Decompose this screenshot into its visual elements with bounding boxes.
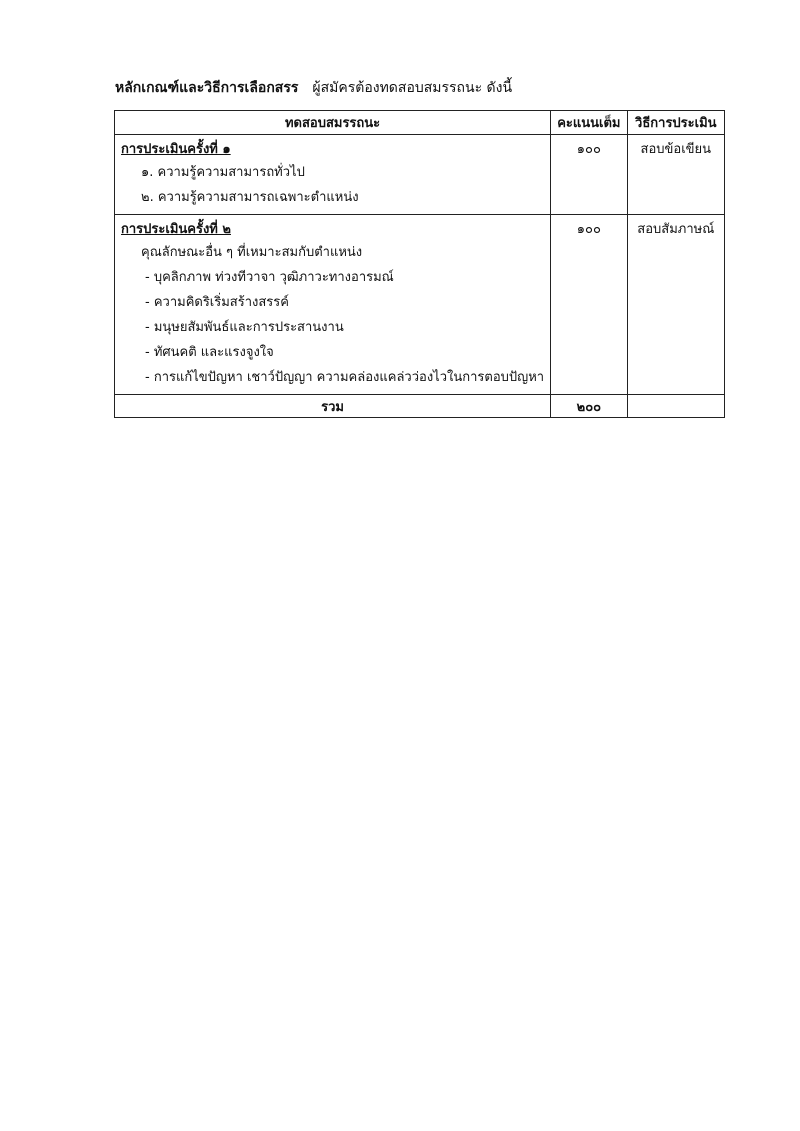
round-1-score: ๑๐๐	[551, 135, 628, 215]
round-1-details	[115, 135, 551, 215]
header-test: ทดสอบสมรรถนะ	[115, 111, 551, 135]
total-label: รวม	[115, 395, 551, 418]
criteria-label: หลักเกณฑ์และวิธีการเลือกสรร	[115, 80, 299, 96]
section-heading	[115, 78, 512, 98]
round-2-title: การประเมินครั้งที่ ๒	[121, 222, 231, 237]
round-2-score: ๑๐๐	[551, 215, 628, 395]
table-row-total	[115, 395, 725, 418]
table-header-row	[115, 111, 725, 135]
round-1-item: ๒. ความรู้ความสามารถเฉพาะตำแหน่ง	[141, 190, 359, 205]
round-1-method: สอบข้อเขียน	[627, 135, 724, 215]
table-row-round-2	[115, 215, 725, 395]
header-score: คะแนนเต็ม	[551, 111, 628, 135]
round-2-item: - ทัศนคติ และแรงจูงใจ	[145, 345, 274, 360]
header-method: วิธีการประเมิน	[627, 111, 724, 135]
total-method	[627, 395, 724, 418]
round-1-title: การประเมินครั้งที่ ๑	[121, 142, 231, 157]
round-2-details	[115, 215, 551, 395]
assessment-table	[114, 110, 725, 418]
round-1-item: ๑. ความรู้ความสามารถทั่วไป	[141, 165, 305, 180]
round-2-intro: คุณลักษณะอื่น ๆ ที่เหมาะสมกับตำแหน่ง	[141, 245, 363, 260]
round-2-item: - ความคิดริเริ่มสร้างสรรค์	[145, 295, 289, 310]
round-2-method: สอบสัมภาษณ์	[627, 215, 724, 395]
table-row-round-1	[115, 135, 725, 215]
round-2-item: - มนุษยสัมพันธ์และการประสานงาน	[145, 320, 344, 335]
round-2-item: - บุคลิกภาพ ท่วงทีวาจา วุฒิภาวะทางอารมณ์	[145, 270, 394, 285]
total-score: ๒๐๐	[551, 395, 628, 418]
criteria-description: ผู้สมัครต้องทดสอบสมรรถนะ ดังนี้	[312, 80, 513, 96]
round-2-item: - การแก้ไขปัญหา เชาว์ปัญญา ความคล่องแคล่วว่องไวในการตอบปัญหา	[145, 370, 545, 385]
